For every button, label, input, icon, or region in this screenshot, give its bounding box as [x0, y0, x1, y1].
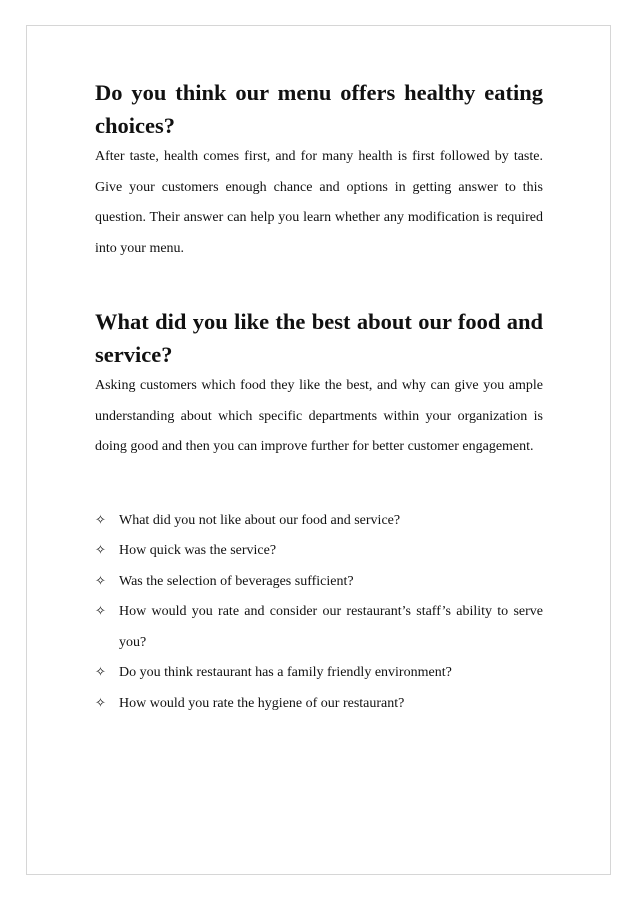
list-item: [95, 506, 543, 537]
list-item: [95, 597, 543, 658]
section-heading: Do you think our menu offers healthy eating choices?: [95, 80, 543, 138]
section-liked-best: [95, 305, 543, 463]
list-item-text: Do you think restaurant has a family friendly environment?: [119, 665, 452, 680]
list-item: [95, 536, 543, 567]
list-item-text: Was the selection of beverages sufficient?: [119, 573, 354, 589]
list-item: [95, 658, 543, 689]
section-healthy-choices: [95, 76, 543, 264]
section-heading: What did you like the best about our food and service?: [95, 309, 543, 367]
list-item: [95, 567, 543, 598]
question-list: [95, 506, 543, 720]
list-item-text: How would you rate the hygiene of our restaurant?: [119, 695, 405, 711]
four-pointed-star-icon: ✧: [95, 512, 106, 528]
document-content: [95, 76, 543, 719]
four-pointed-star-icon: ✧: [95, 543, 106, 558]
four-pointed-star-icon: ✧: [95, 665, 106, 680]
list-item-text: How would you rate and consider our restaurant’s staff’s ability to serve you?: [119, 604, 543, 650]
list-item: [95, 689, 543, 720]
four-pointed-star-icon: ✧: [95, 695, 106, 711]
list-item-text: What did you not like about our food and service?: [119, 512, 401, 528]
section-paragraph: After taste, health comes first, and for many health is first followed by taste. Give your customers enough chance and options in getting answer to this question. Their answer can help you learn whether any modification is required into your menu.: [95, 149, 543, 256]
section-paragraph: Asking customers which food they like the best, and why can give you ample understanding about which specific departments within your organization is doing good and then you can improve further for better customer engagement.: [95, 378, 543, 454]
four-pointed-star-icon: ✧: [95, 604, 106, 619]
list-item-text: How quick was the service?: [119, 543, 277, 558]
four-pointed-star-icon: ✧: [95, 573, 106, 589]
